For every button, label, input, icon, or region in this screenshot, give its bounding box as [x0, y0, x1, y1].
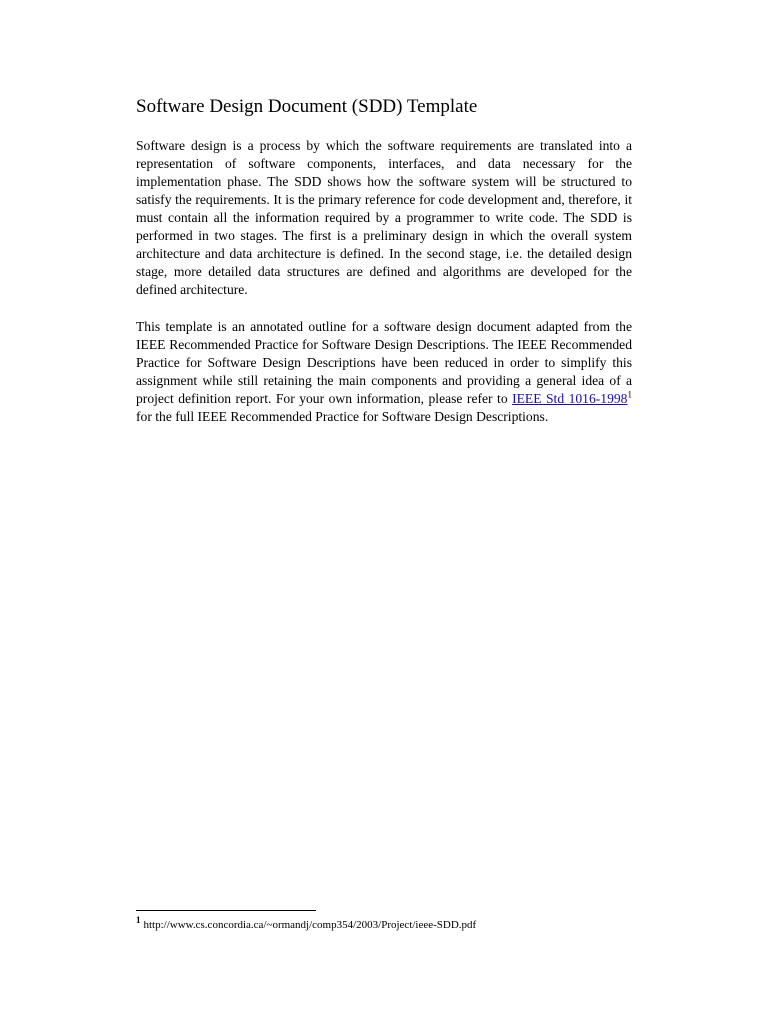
- document-title: Software Design Document (SDD) Template: [136, 96, 478, 117]
- footnote-url: http://www.cs.concordia.ca/~ormandj/comp354/2003/Project/ieee-SDD.pdf: [143, 919, 477, 931]
- footnote-reference: 1: [627, 389, 632, 400]
- template-paragraph-text-end: for the full IEEE Recommended Practice for Software Design Descriptions.: [136, 409, 549, 424]
- footnote-separator: [136, 910, 316, 911]
- template-paragraph-text-start: This template is an annotated outline for a software design document adapted from the IEEE Recommended Practice for Software Design Descriptions. The IEEE Recommended Practice for Software Design Descriptions have been reduced in order to simplify this assignment while still retaining the main components and providing a general idea of a project definition report. For your own information, please refer to: [136, 319, 632, 406]
- intro-paragraph: Software design is a process by which the software requirements are translated into a representation of software components, interfaces, and data necessary for the implementation phase. The SDD shows how the software system will be structured to satisfy the requirements. It is the primary reference for code development and, therefore, it must contain all the information required by a programmer to write code. The SDD is performed in two stages. The first is a preliminary design in which the overall system architecture and data architecture is defined. In the second stage, i.e. the detailed design stage, more detailed data structures are defined and algorithms are developed for the defined architecture.: [136, 138, 632, 297]
- template-paragraph: [136, 318, 632, 426]
- footnote-marker: 1: [136, 915, 141, 926]
- ieee-std-link[interactable]: IEEE Std 1016-1998: [512, 391, 628, 406]
- footnote: [136, 915, 636, 933]
